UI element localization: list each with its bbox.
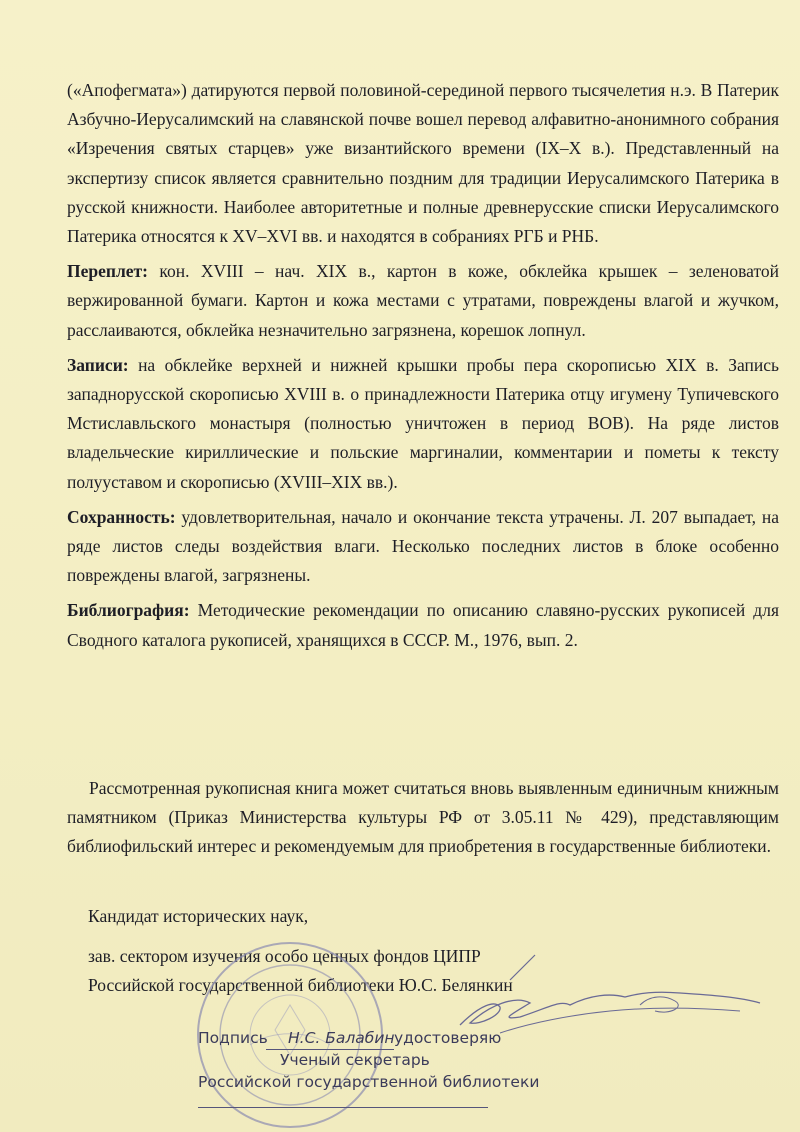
body-text	[67, 76, 779, 655]
inscriptions-paragraph	[67, 351, 779, 497]
stamp-underline-2	[198, 1107, 488, 1108]
stamp-handwritten-name: Н.С. Балабин	[288, 1029, 395, 1047]
condition-text: удовлетворительная, начало и окончание текста утрачены. Л. 207 выпадает, на ряде листов следы воздействия влаги. Несколько последних листов в блоке особенно повреждены влагой, загрязнены.	[67, 506, 779, 586]
condition-paragraph	[67, 503, 779, 591]
bibliography-label: Библиография:	[67, 600, 190, 621]
handwritten-signature	[440, 945, 770, 1040]
stamp-underline-1	[266, 1049, 394, 1050]
signature-position: зав. сектором изучения особо ценных фондов ЦИПР	[88, 946, 481, 966]
certification-stamp	[188, 935, 540, 1125]
inscriptions-label: Записи:	[67, 354, 129, 375]
binding-label: Переплет:	[67, 261, 148, 282]
stamp-certify-word: удостоверяю	[394, 1029, 502, 1047]
stamp-library: Российской государственной библиотеки	[198, 1073, 540, 1091]
conclusion-block	[67, 774, 779, 862]
binding-paragraph	[67, 257, 779, 345]
signature-degree: Кандидат исторических наук,	[88, 906, 309, 926]
stamp-secretary: Ученый секретарь	[280, 1051, 430, 1069]
stamp-signature-word: Подпись	[198, 1029, 268, 1047]
intro-paragraph: («Апофегмата») датируются первой половиной-серединой первого тысячелетия н.э. В Патерик Азбучно-Иерусалимский на славянской почве вошел перевод алфавитно-анонимного собрания «Изречения святых старцев» уже византийского времени (IX–X в.). Представленный на экспертизу список является сравнительно поздним для традиции Иерусалимского Патерика в русской книжности. Наиболее авторитетные и полные древнерусские списки Иерусалимского Патерика относятся к XV–XVI вв. и находятся в собраниях РГБ и РНБ.	[67, 80, 779, 247]
conclusion-paragraph: Рассмотренная рукописная книга может считаться вновь выявленным единичным книжным памятником (Приказ Министерства культуры РФ от 3.05.11 № 429), представляющим библиофильский интерес и рекомендуемым для приобретения в государственные библиотеки.	[67, 778, 779, 857]
bibliography-text: Методические рекомендации по описанию славяно-русских рукописей для Сводного каталога рукописей, хранящихся в СССР. М., 1976, вып. 2.	[67, 600, 779, 650]
binding-text: кон. XVIII – нач. XIX в., картон в коже, обклейка крышек – зеленоватой вержированной бумаги. Картон и кожа местами с утратами, повреждены влагой и жучком, расслаиваются, обклейка незначительно загрязнена, корешок лопнул.	[67, 261, 779, 340]
signature-organization: Российской государственной библиотеки Ю.С. Белянкин	[88, 975, 513, 995]
condition-label: Сохранность:	[67, 506, 176, 527]
inscriptions-text: на обклейке верхней и нижней крышки пробы пера скорописью XIX в. Запись западнорусской скорописью XVIII в. о принадлежности Патерика отцу игумену Тупичевского Мстиславльского монастыря (полностью уничтожен в период ВОВ). На ряде листов владельческие кириллические и польские маргиналии, комментарии и пометы к тексту полууставом и скорописью (XVIII–XIX вв.).	[67, 354, 779, 492]
bibliography-paragraph	[67, 596, 779, 654]
